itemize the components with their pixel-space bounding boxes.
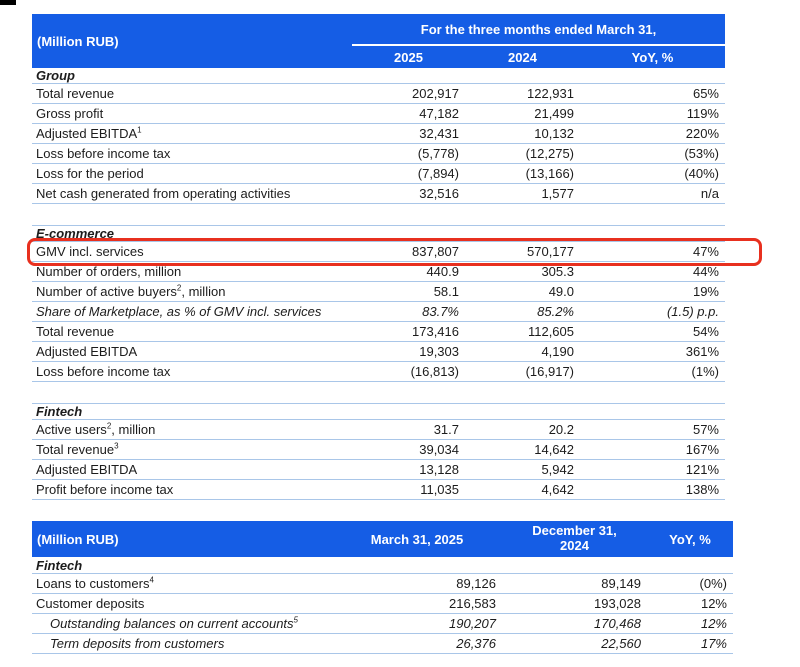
- value-yoy: 119%: [580, 104, 725, 124]
- metric-row: [32, 322, 725, 342]
- value-col1: 32,431: [352, 124, 465, 144]
- table1-col-header-yoy: YoY, %: [580, 45, 725, 68]
- value-col2: 570,177: [465, 242, 580, 262]
- metric-row: [32, 362, 725, 382]
- metric-row: [32, 634, 733, 654]
- value-col2: 49.0: [465, 282, 580, 302]
- table2-unit-label: (Million RUB): [32, 521, 332, 557]
- value-yoy: 138%: [580, 480, 725, 500]
- section-title: Fintech: [32, 404, 725, 420]
- table1-header: [32, 14, 725, 68]
- value-yoy: (53%): [580, 144, 725, 164]
- page-corner-mark: [0, 0, 16, 5]
- value-col2: 14,642: [465, 440, 580, 460]
- section-title-row: [32, 226, 725, 242]
- fintech-balances-table: [32, 521, 733, 654]
- metric-label: Loss before income tax: [32, 144, 352, 164]
- section-title-row: [32, 557, 733, 574]
- value-col1: 58.1: [352, 282, 465, 302]
- value-yoy: 47%: [580, 242, 725, 262]
- value-col2: 1,577: [465, 184, 580, 204]
- section-spacer: [32, 382, 725, 404]
- metric-row: [32, 302, 725, 322]
- value-col2: 4,190: [465, 342, 580, 362]
- section-spacer-cell: [32, 382, 725, 404]
- value-col2: 112,605: [465, 322, 580, 342]
- section-title: Group: [32, 68, 725, 84]
- value-col1: 216,583: [332, 594, 502, 614]
- value-col1: 837,807: [352, 242, 465, 262]
- value-col1: (5,778): [352, 144, 465, 164]
- value-col2: 122,931: [465, 84, 580, 104]
- value-col2: 22,560: [502, 634, 647, 654]
- value-col2: 85.2%: [465, 302, 580, 322]
- value-yoy: 12%: [647, 614, 733, 634]
- metric-label: Term deposits from customers: [32, 634, 332, 654]
- metric-row: [32, 282, 725, 302]
- metric-label: Gross profit: [32, 104, 352, 124]
- metric-row: [32, 104, 725, 124]
- value-yoy: 220%: [580, 124, 725, 144]
- value-col2: 10,132: [465, 124, 580, 144]
- value-col2: 89,149: [502, 574, 647, 594]
- metric-label: Profit before income tax: [32, 480, 352, 500]
- metric-row: [32, 440, 725, 460]
- value-yoy: 19%: [580, 282, 725, 302]
- value-col1: 202,917: [352, 84, 465, 104]
- table2-body: [32, 557, 733, 654]
- section-title: Fintech: [32, 557, 733, 574]
- metric-row: [32, 144, 725, 164]
- metric-row: [32, 460, 725, 480]
- metric-label: Number of active buyers$^2$, million: [32, 282, 352, 302]
- value-col1: 11,035: [352, 480, 465, 500]
- value-yoy: 361%: [580, 342, 725, 362]
- value-col1: 13,128: [352, 460, 465, 480]
- value-col1: 31.7: [352, 420, 465, 440]
- value-col1: 83.7%: [352, 302, 465, 322]
- table1-col-header-2024: 2024: [465, 45, 580, 68]
- value-col1: 26,376: [332, 634, 502, 654]
- value-yoy: 44%: [580, 262, 725, 282]
- value-yoy: 167%: [580, 440, 725, 460]
- value-yoy: 12%: [647, 594, 733, 614]
- section-spacer: [32, 204, 725, 226]
- value-col2: (16,917): [465, 362, 580, 382]
- value-yoy: (1.5) p.p.: [580, 302, 725, 322]
- value-col1: 173,416: [352, 322, 465, 342]
- value-col2: 5,942: [465, 460, 580, 480]
- value-col2: 4,642: [465, 480, 580, 500]
- footnote-marker: 3: [114, 441, 119, 451]
- table2-col-header-yoy: YoY, %: [647, 521, 733, 557]
- metric-label: Number of orders, million: [32, 262, 352, 282]
- quarterly-results-table: [32, 14, 725, 500]
- value-col1: 89,126: [332, 574, 502, 594]
- section-title: E-commerce: [32, 226, 725, 242]
- value-col2: 20.2: [465, 420, 580, 440]
- value-yoy: (0%): [647, 574, 733, 594]
- metric-label: Total revenue$^3$: [32, 440, 352, 460]
- value-col2: (12,275): [465, 144, 580, 164]
- value-col1: 32,516: [352, 184, 465, 204]
- table2-header: [32, 521, 733, 557]
- footnote-marker: 1: [137, 125, 142, 135]
- table2-col-header-december: [502, 521, 647, 557]
- metric-row: [32, 342, 725, 362]
- metric-row: [32, 242, 725, 262]
- value-col2: 305.3: [465, 262, 580, 282]
- value-col2: 21,499: [465, 104, 580, 124]
- section-spacer-cell: [32, 204, 725, 226]
- metric-label: Active users$^2$, million: [32, 420, 352, 440]
- value-yoy: 54%: [580, 322, 725, 342]
- value-yoy: (40%): [580, 164, 725, 184]
- metric-label: Net cash generated from operating activities: [32, 184, 352, 204]
- value-col1: 47,182: [352, 104, 465, 124]
- value-yoy: (1%): [580, 362, 725, 382]
- value-col2: 193,028: [502, 594, 647, 614]
- value-col2: (13,166): [465, 164, 580, 184]
- metric-row: [32, 420, 725, 440]
- table2-col-header-march: March 31, 2025: [332, 521, 502, 557]
- value-yoy: 57%: [580, 420, 725, 440]
- value-col1: 39,034: [352, 440, 465, 460]
- metric-label: Outstanding balances on current accounts$^5$: [32, 614, 332, 634]
- value-col1: 440.9: [352, 262, 465, 282]
- value-col1: (16,813): [352, 362, 465, 382]
- value-yoy: 17%: [647, 634, 733, 654]
- section-title-row: [32, 404, 725, 420]
- footnote-marker: 2: [176, 283, 182, 293]
- value-col1: 19,303: [352, 342, 465, 362]
- metric-row: [32, 614, 733, 634]
- metric-label: Total revenue: [32, 84, 352, 104]
- value-col2: 170,468: [502, 614, 647, 634]
- metric-label: Share of Marketplace, as % of GMV incl. services: [32, 302, 352, 322]
- metric-label: GMV incl. services: [32, 242, 352, 262]
- table1-unit-label: (Million RUB): [32, 14, 352, 68]
- metric-row: [32, 124, 725, 144]
- table2-col-header-december-text: December 31, 2024: [532, 523, 617, 553]
- metric-row: [32, 594, 733, 614]
- value-col1: (7,894): [352, 164, 465, 184]
- value-col1: 190,207: [332, 614, 502, 634]
- value-yoy: 121%: [580, 460, 725, 480]
- metric-label: Loss before income tax: [32, 362, 352, 382]
- metric-row: [32, 164, 725, 184]
- table1-period-title-text: For the three months ended March 31,: [420, 21, 657, 37]
- metric-row: [32, 262, 725, 282]
- metric-row: [32, 574, 733, 594]
- metric-label: Adjusted EBITDA: [32, 342, 352, 362]
- metric-label: Customer deposits: [32, 594, 332, 614]
- table1-col-header-2025: 2025: [352, 45, 465, 68]
- value-yoy: n/a: [580, 184, 725, 204]
- metric-row: [32, 184, 725, 204]
- table1-period-title: [352, 14, 725, 45]
- metric-label: Total revenue: [32, 322, 352, 342]
- table1-body: [32, 68, 725, 500]
- footnote-marker: 5: [293, 615, 298, 625]
- value-yoy: 65%: [580, 84, 725, 104]
- footnote-marker: 2: [106, 421, 112, 431]
- metric-row: [32, 480, 725, 500]
- metric-label: Loans to customers$^4$: [32, 574, 332, 594]
- section-title-row: [32, 68, 725, 84]
- metric-label: Adjusted EBITDA: [32, 460, 352, 480]
- metric-label: Adjusted EBITDA$^1$: [32, 124, 352, 144]
- metric-row: [32, 84, 725, 104]
- metric-label: Loss for the period: [32, 164, 352, 184]
- footnote-marker: 4: [149, 575, 154, 585]
